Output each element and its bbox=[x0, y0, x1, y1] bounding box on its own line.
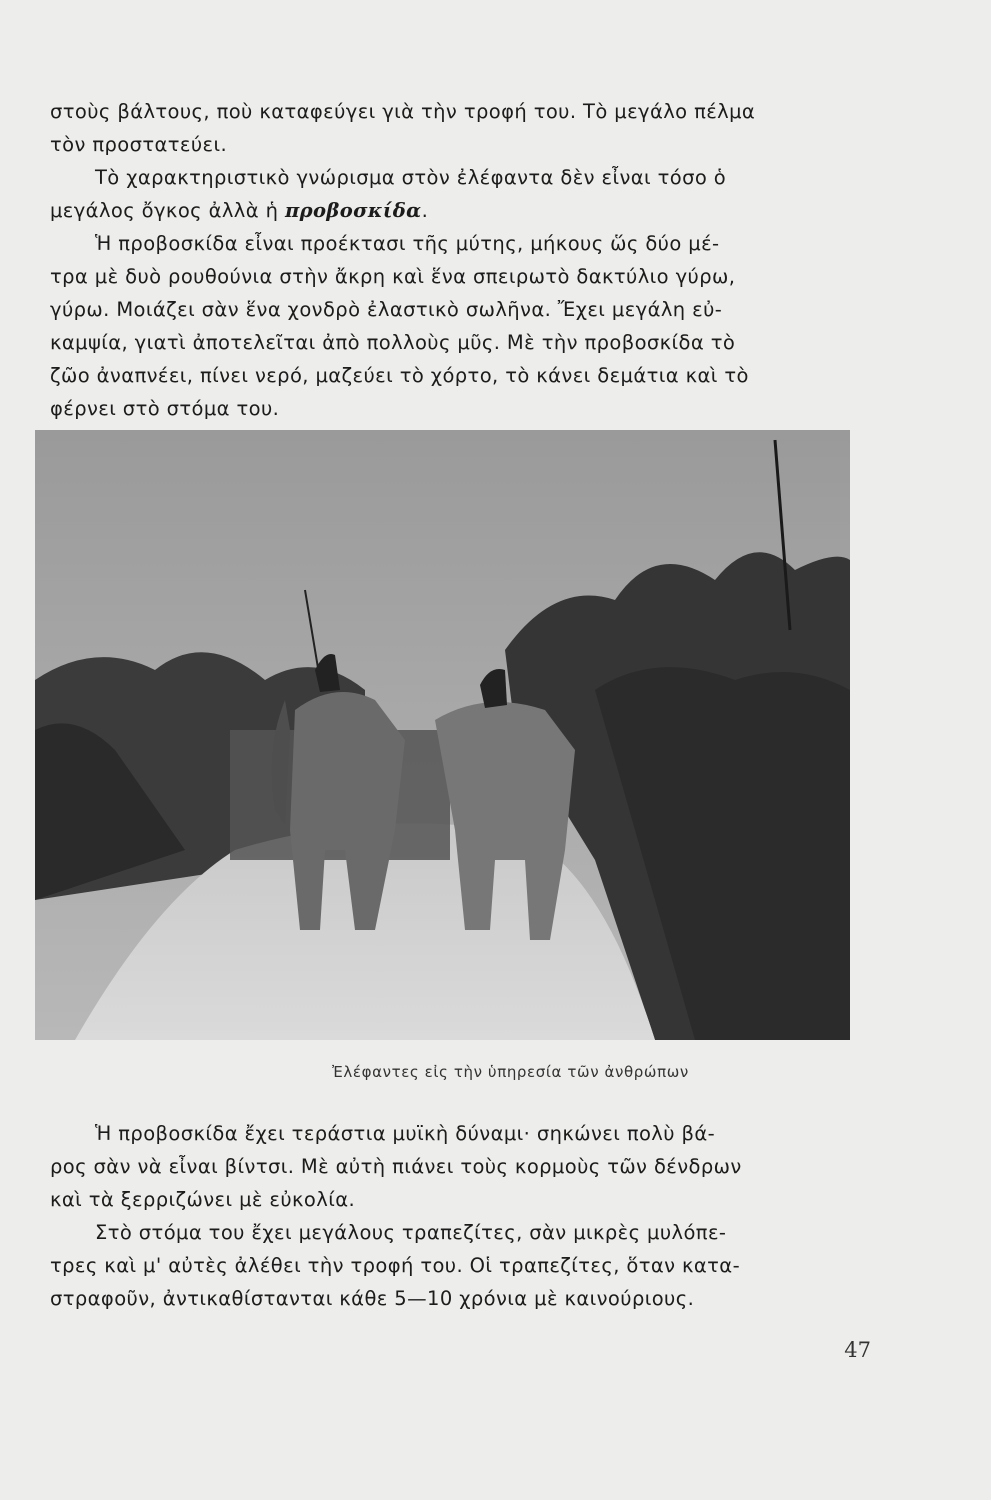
text-line: Τὸ χαρακτηριστικὸ γνώρισμα στὸν ἐλέφαντα δὲν εἶναι τόσο ὁ bbox=[95, 166, 727, 189]
text-line: ρος σὰν νὰ εἶναι βίντσι. Μὲ αὐτὴ πιάνει τοὺς κορμοὺς τῶν δένδρων bbox=[50, 1155, 742, 1178]
text-line: τὸν προστατεύει. bbox=[50, 133, 228, 156]
text-line: στοὺς βάλτους, ποὺ καταφεύγει γιὰ τὴν τροφή του. Τὸ μεγάλο πέλμα bbox=[50, 100, 756, 123]
text-line: ζῶο ἀναπνέει, πίνει νερό, μαζεύει τὸ χόρτο, τὸ κάνει δεμάτια καὶ τὸ bbox=[50, 364, 749, 387]
text-line: στραφοῦν, ἀντικαθίστανται κάθε 5—10 χρόνια μὲ καινούριους. bbox=[50, 1287, 695, 1310]
text-line: φέρνει στὸ στόμα του. bbox=[50, 397, 280, 420]
paragraph-trunk-feature bbox=[50, 161, 860, 227]
text-fragment: . bbox=[421, 199, 429, 222]
text-line: Ἡ προβοσκίδα ἔχει τεράστια μυϊκὴ δύναμι· σηκώνει πολὺ βά- bbox=[95, 1122, 716, 1145]
text-line: τρες καὶ μ' αὐτὲς ἀλέθει τὴν τροφή του. Οἱ τραπεζίτες, ὅταν κατα- bbox=[50, 1254, 740, 1277]
elephants-photo bbox=[35, 430, 850, 1040]
text-fragment: μεγάλος ὄγκος ἀλλὰ ἡ bbox=[50, 199, 285, 222]
text-line bbox=[50, 194, 860, 227]
text-line: τρα μὲ δυὸ ρουθούνια στὴν ἄκρη καὶ ἕνα σπειρωτὸ δακτύλιο γύρω, bbox=[50, 265, 736, 288]
emphasized-term: προβοσκίδα bbox=[284, 199, 422, 222]
text-line: καμψία, γιατὶ ἀποτελεῖται ἀπὸ πολλοὺς μῦς. Μὲ τὴν προβοσκίδα τὸ bbox=[50, 331, 736, 354]
text-line: Ἡ προβοσκίδα εἶναι προέκτασι τῆς μύτης, μήκους ὥς δύο μέ- bbox=[95, 232, 720, 255]
paragraph-trunk-description bbox=[50, 227, 860, 425]
paragraph-teeth bbox=[50, 1216, 860, 1315]
text-line: Στὸ στόμα του ἔχει μεγάλους τραπεζίτες, σὰν μικρὲς μυλόπε- bbox=[95, 1221, 727, 1244]
text-line: καὶ τὰ ξερριζώνει μὲ εὐκολία. bbox=[50, 1188, 356, 1211]
text-line: γύρω. Μοιάζει σὰν ἕνα χονδρὸ ἐλαστικὸ σωλῆνα. Ἔχει μεγάλη εὐ- bbox=[50, 298, 723, 321]
paragraph-trunk-strength bbox=[50, 1117, 860, 1216]
paragraph-swamps bbox=[50, 95, 860, 161]
figure-caption: Ἐλέφαντες εἰς τὴν ὑπηρεσία τῶν ἀνθρώπων bbox=[332, 1063, 689, 1081]
page-number: 47 bbox=[844, 1338, 871, 1362]
